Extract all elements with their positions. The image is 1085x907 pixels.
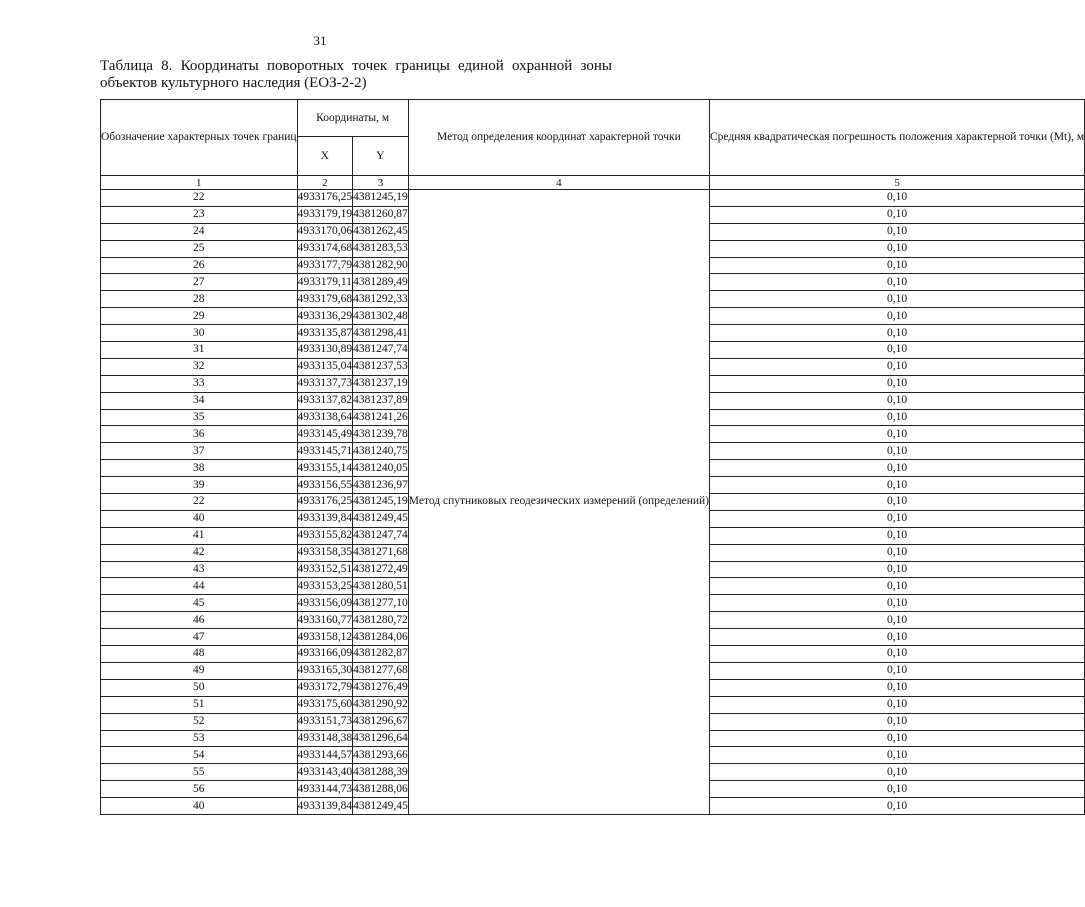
- y-cell: 4381240,05: [353, 460, 409, 477]
- y-cell: 4381282,87: [353, 646, 409, 663]
- table-row: [101, 190, 1085, 207]
- x-cell: 4933155,82: [297, 527, 353, 544]
- y-cell: 4381289,49: [353, 274, 409, 291]
- x-cell: 4933176,25: [297, 190, 353, 207]
- x-cell: 4933145,49: [297, 426, 353, 443]
- error-cell: 0,10: [710, 223, 1085, 240]
- x-cell: 4933160,77: [297, 612, 353, 629]
- method-cell: Метод спутниковых геодезических измерений (определений): [408, 190, 709, 815]
- point-cell: 22: [101, 494, 298, 511]
- y-cell: 4381276,49: [353, 679, 409, 696]
- y-cell: 4381260,87: [353, 206, 409, 223]
- point-cell: 40: [101, 510, 298, 527]
- table-caption: Таблица 8. Координаты поворотных точек границы единой охранной зоны объектов культурного наследия (ЕОЗ-2-2): [100, 58, 612, 91]
- error-cell: 0,10: [710, 240, 1085, 257]
- point-cell: 43: [101, 561, 298, 578]
- x-cell: 4933130,89: [297, 342, 353, 359]
- x-cell: 4933177,79: [297, 257, 353, 274]
- error-cell: 0,10: [710, 190, 1085, 207]
- error-cell: 0,10: [710, 274, 1085, 291]
- y-cell: 4381237,19: [353, 375, 409, 392]
- error-cell: 0,10: [710, 308, 1085, 325]
- x-cell: 4933152,51: [297, 561, 353, 578]
- x-cell: 4933139,84: [297, 510, 353, 527]
- header-x: X: [297, 137, 353, 176]
- header-coordinates: Координаты, м: [297, 100, 408, 137]
- column-number: 5: [710, 176, 1085, 190]
- x-cell: 4933138,64: [297, 409, 353, 426]
- error-cell: 0,10: [710, 206, 1085, 223]
- error-cell: 0,10: [710, 595, 1085, 612]
- point-cell: 29: [101, 308, 298, 325]
- x-cell: 4933176,25: [297, 494, 353, 511]
- x-cell: 4933155,14: [297, 460, 353, 477]
- x-cell: 4933135,87: [297, 325, 353, 342]
- header-error: Средняя квадратическая погрешность положения характерной точки (Mt), м: [710, 100, 1085, 176]
- error-cell: 0,10: [710, 578, 1085, 595]
- point-cell: 55: [101, 764, 298, 781]
- point-cell: 47: [101, 629, 298, 646]
- point-cell: 31: [101, 342, 298, 359]
- y-cell: 4381245,19: [353, 494, 409, 511]
- y-cell: 4381249,45: [353, 798, 409, 815]
- x-cell: 4933156,55: [297, 477, 353, 494]
- y-cell: 4381277,10: [353, 595, 409, 612]
- x-cell: 4933174,68: [297, 240, 353, 257]
- point-cell: 30: [101, 325, 298, 342]
- x-cell: 4933137,73: [297, 375, 353, 392]
- y-cell: 4381245,19: [353, 190, 409, 207]
- y-cell: 4381237,53: [353, 358, 409, 375]
- column-number: 4: [408, 176, 709, 190]
- error-cell: 0,10: [710, 730, 1085, 747]
- y-cell: 4381247,74: [353, 342, 409, 359]
- page-number: 31: [313, 33, 327, 48]
- error-cell: 0,10: [710, 291, 1085, 308]
- y-cell: 4381296,64: [353, 730, 409, 747]
- x-cell: 4933170,06: [297, 223, 353, 240]
- y-cell: 4381239,78: [353, 426, 409, 443]
- y-cell: 4381284,06: [353, 629, 409, 646]
- x-cell: 4933151,73: [297, 713, 353, 730]
- x-cell: 4933158,35: [297, 544, 353, 561]
- point-cell: 40: [101, 798, 298, 815]
- point-cell: 24: [101, 223, 298, 240]
- x-cell: 4933145,71: [297, 443, 353, 460]
- point-cell: 35: [101, 409, 298, 426]
- point-cell: 26: [101, 257, 298, 274]
- point-cell: 52: [101, 713, 298, 730]
- y-cell: 4381240,75: [353, 443, 409, 460]
- y-cell: 4381288,39: [353, 764, 409, 781]
- error-cell: 0,10: [710, 764, 1085, 781]
- x-cell: 4933139,84: [297, 798, 353, 815]
- error-cell: 0,10: [710, 494, 1085, 511]
- error-cell: 0,10: [710, 358, 1085, 375]
- point-cell: 33: [101, 375, 298, 392]
- error-cell: 0,10: [710, 426, 1085, 443]
- point-cell: 23: [101, 206, 298, 223]
- header-method: Метод определения координат характерной точки: [408, 100, 709, 176]
- x-cell: 4933158,12: [297, 629, 353, 646]
- y-cell: 4381241,26: [353, 409, 409, 426]
- y-cell: 4381249,45: [353, 510, 409, 527]
- y-cell: 4381293,66: [353, 747, 409, 764]
- error-cell: 0,10: [710, 510, 1085, 527]
- point-cell: 22: [101, 190, 298, 207]
- y-cell: 4381277,68: [353, 662, 409, 679]
- error-cell: 0,10: [710, 325, 1085, 342]
- y-cell: 4381292,33: [353, 291, 409, 308]
- error-cell: 0,10: [710, 679, 1085, 696]
- column-number: 2: [297, 176, 353, 190]
- x-cell: 4933143,40: [297, 764, 353, 781]
- column-number: 1: [101, 176, 298, 190]
- point-cell: 54: [101, 747, 298, 764]
- point-cell: 51: [101, 696, 298, 713]
- error-cell: 0,10: [710, 409, 1085, 426]
- point-cell: 41: [101, 527, 298, 544]
- y-cell: 4381247,74: [353, 527, 409, 544]
- x-cell: 4933179,19: [297, 206, 353, 223]
- error-cell: 0,10: [710, 696, 1085, 713]
- y-cell: 4381262,45: [353, 223, 409, 240]
- x-cell: 4933166,09: [297, 646, 353, 663]
- x-cell: 4933179,68: [297, 291, 353, 308]
- point-cell: 37: [101, 443, 298, 460]
- y-cell: 4381302,48: [353, 308, 409, 325]
- error-cell: 0,10: [710, 662, 1085, 679]
- y-cell: 4381271,68: [353, 544, 409, 561]
- error-cell: 0,10: [710, 747, 1085, 764]
- y-cell: 4381290,92: [353, 696, 409, 713]
- error-cell: 0,10: [710, 798, 1085, 815]
- point-cell: 50: [101, 679, 298, 696]
- x-cell: 4933165,30: [297, 662, 353, 679]
- error-cell: 0,10: [710, 477, 1085, 494]
- error-cell: 0,10: [710, 544, 1085, 561]
- point-cell: 44: [101, 578, 298, 595]
- x-cell: 4933135,04: [297, 358, 353, 375]
- point-cell: 25: [101, 240, 298, 257]
- x-cell: 4933172,79: [297, 679, 353, 696]
- error-cell: 0,10: [710, 713, 1085, 730]
- point-cell: 32: [101, 358, 298, 375]
- error-cell: 0,10: [710, 392, 1085, 409]
- point-cell: 53: [101, 730, 298, 747]
- point-cell: 42: [101, 544, 298, 561]
- error-cell: 0,10: [710, 612, 1085, 629]
- coordinates-table: [100, 99, 1085, 815]
- y-cell: 4381280,51: [353, 578, 409, 595]
- point-cell: 56: [101, 781, 298, 798]
- x-cell: 4933153,25: [297, 578, 353, 595]
- y-cell: 4381272,49: [353, 561, 409, 578]
- y-cell: 4381288,06: [353, 781, 409, 798]
- x-cell: 4933179,11: [297, 274, 353, 291]
- table-body: [101, 190, 1085, 815]
- y-cell: 4381236,97: [353, 477, 409, 494]
- point-cell: 39: [101, 477, 298, 494]
- error-cell: 0,10: [710, 646, 1085, 663]
- error-cell: 0,10: [710, 781, 1085, 798]
- y-cell: 4381237,89: [353, 392, 409, 409]
- x-cell: 4933175,60: [297, 696, 353, 713]
- x-cell: 4933156,09: [297, 595, 353, 612]
- column-number: 3: [353, 176, 409, 190]
- y-cell: 4381280,72: [353, 612, 409, 629]
- error-cell: 0,10: [710, 561, 1085, 578]
- error-cell: 0,10: [710, 460, 1085, 477]
- point-cell: 46: [101, 612, 298, 629]
- y-cell: 4381283,53: [353, 240, 409, 257]
- point-cell: 48: [101, 646, 298, 663]
- y-cell: 4381296,67: [353, 713, 409, 730]
- point-cell: 27: [101, 274, 298, 291]
- x-cell: 4933136,29: [297, 308, 353, 325]
- error-cell: 0,10: [710, 629, 1085, 646]
- header-point: Обозначение характерных точек границ: [101, 100, 298, 176]
- point-cell: 38: [101, 460, 298, 477]
- point-cell: 28: [101, 291, 298, 308]
- error-cell: 0,10: [710, 342, 1085, 359]
- x-cell: 4933144,73: [297, 781, 353, 798]
- point-cell: 45: [101, 595, 298, 612]
- point-cell: 49: [101, 662, 298, 679]
- x-cell: 4933137,82: [297, 392, 353, 409]
- point-cell: 34: [101, 392, 298, 409]
- x-cell: 4933148,38: [297, 730, 353, 747]
- error-cell: 0,10: [710, 527, 1085, 544]
- y-cell: 4381298,41: [353, 325, 409, 342]
- y-cell: 4381282,90: [353, 257, 409, 274]
- header-y: Y: [353, 137, 409, 176]
- error-cell: 0,10: [710, 257, 1085, 274]
- x-cell: 4933144,57: [297, 747, 353, 764]
- error-cell: 0,10: [710, 375, 1085, 392]
- point-cell: 36: [101, 426, 298, 443]
- error-cell: 0,10: [710, 443, 1085, 460]
